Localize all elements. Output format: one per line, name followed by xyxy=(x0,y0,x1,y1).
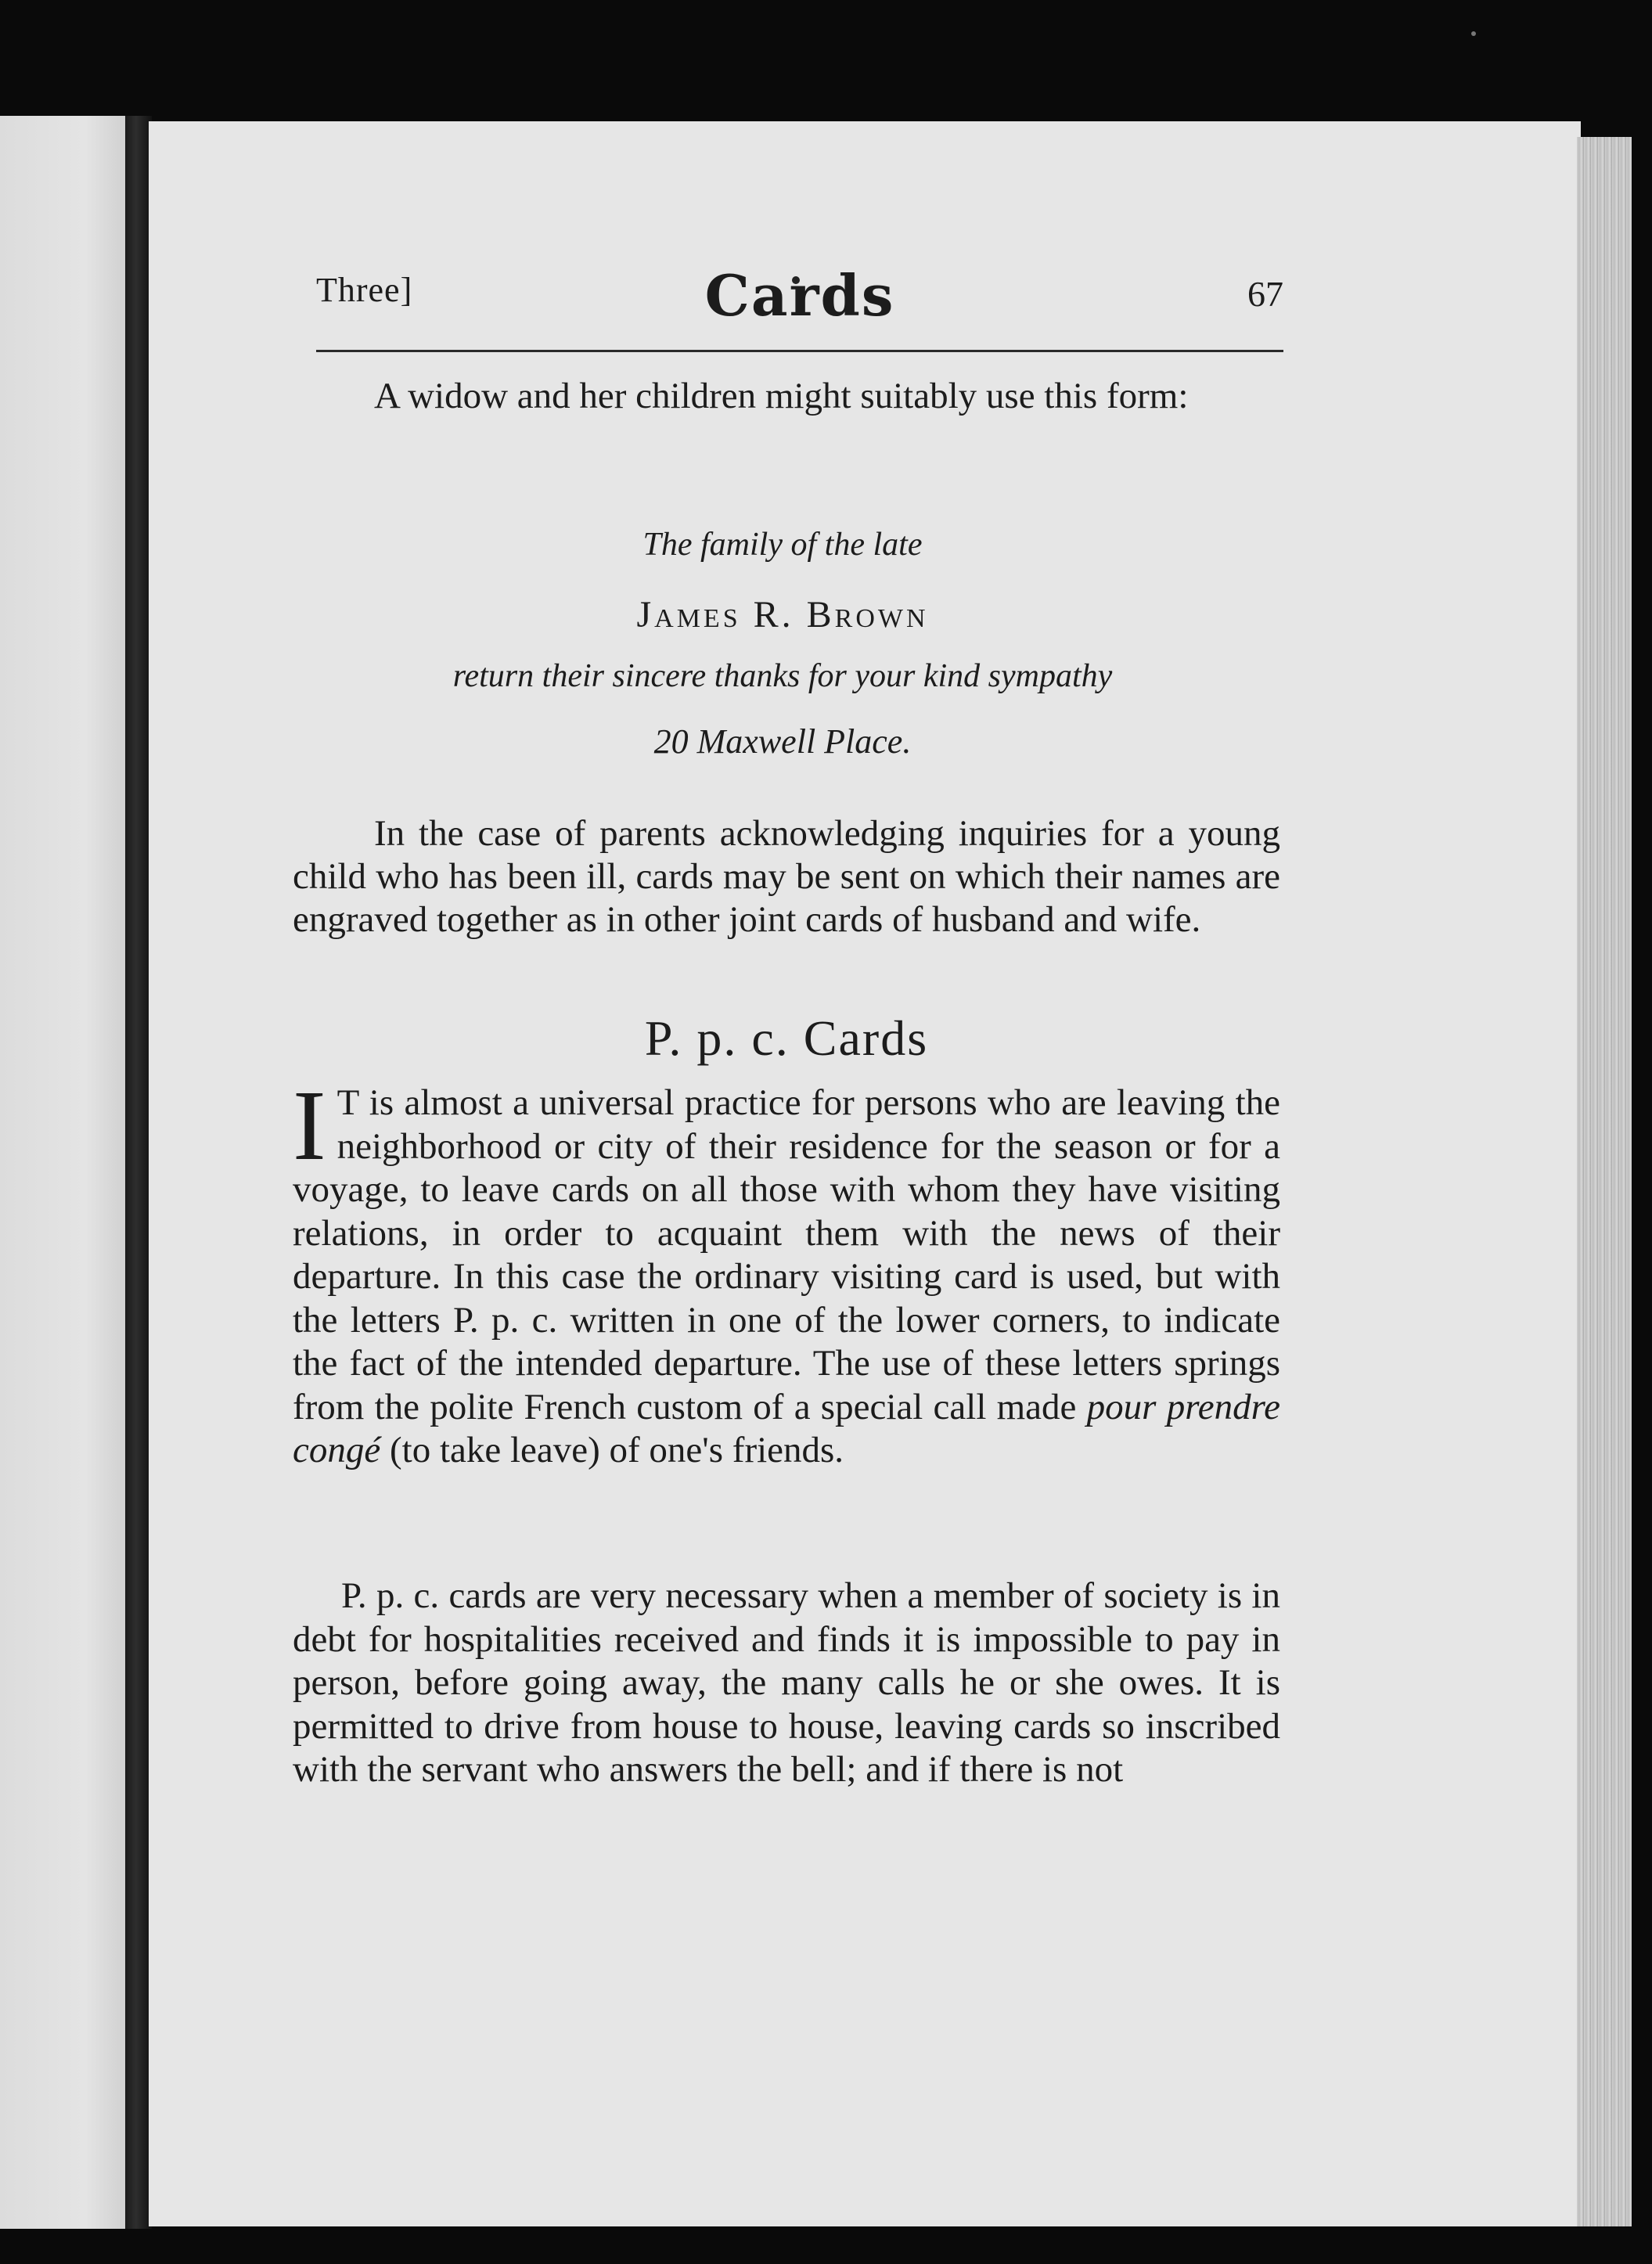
page-edges-right xyxy=(1577,137,1632,2226)
card-line-address: 20 Maxwell Place. xyxy=(653,722,912,761)
paragraph-ppc-debts: P. p. c. cards are very necessary when a member of society is in debt for hospitalities received and finds it is impossible to pay in person, before going away, the many calls he or she owes. It is permitted to drive from house to house, leaving cards so inscribed with the servant who answers the bell; and if there is not xyxy=(293,1575,1280,1790)
intro-paragraph: A widow and her children might suitably use this form: xyxy=(374,376,1189,416)
card-line-thanks: return their sincere thanks for your kind sympathy xyxy=(452,658,1113,694)
facing-page-edge xyxy=(0,116,142,2229)
card-line-name: James R. Brown xyxy=(636,594,929,635)
drop-cap: I xyxy=(293,1070,326,1181)
ppc-text-before: T is almost a universal practice for persons who are leaving the neighborhood or city of their residence for the season or for a voyage, to leave cards on all those with whom they have visiting relations, in order to acquaint them with the news of their departure. In this case the ordinary visiting card is used, but with the letters P. p. c. written in one of the lower corners, to indicate the fact of the intended departure. The use of these letters springs from the polite French custom of a special call made xyxy=(293,1082,1280,1427)
header-rule xyxy=(316,350,1283,352)
book-spine xyxy=(125,116,152,2229)
page-title: Cards xyxy=(704,262,895,329)
page-number: 67 xyxy=(1247,274,1283,314)
scan-speck xyxy=(1471,31,1476,36)
ppc-text-after: (to take leave) of one's friends. xyxy=(380,1430,844,1470)
card-line-family: The family of the late xyxy=(642,527,923,563)
section-heading: P. p. c. Cards xyxy=(644,1010,929,1066)
paragraph-ppc xyxy=(293,1070,1281,1473)
chapter-label: Three] xyxy=(316,271,413,309)
running-head xyxy=(316,262,1283,348)
ppc-italic-phrase: pour prendre congé xyxy=(293,1386,1281,1470)
paragraph-parents: In the case of parents acknowledging inquiries for a young child who has been ill, cards may be sent on which their names are engraved together as in other joint cards of husband and wife. xyxy=(293,813,1280,940)
